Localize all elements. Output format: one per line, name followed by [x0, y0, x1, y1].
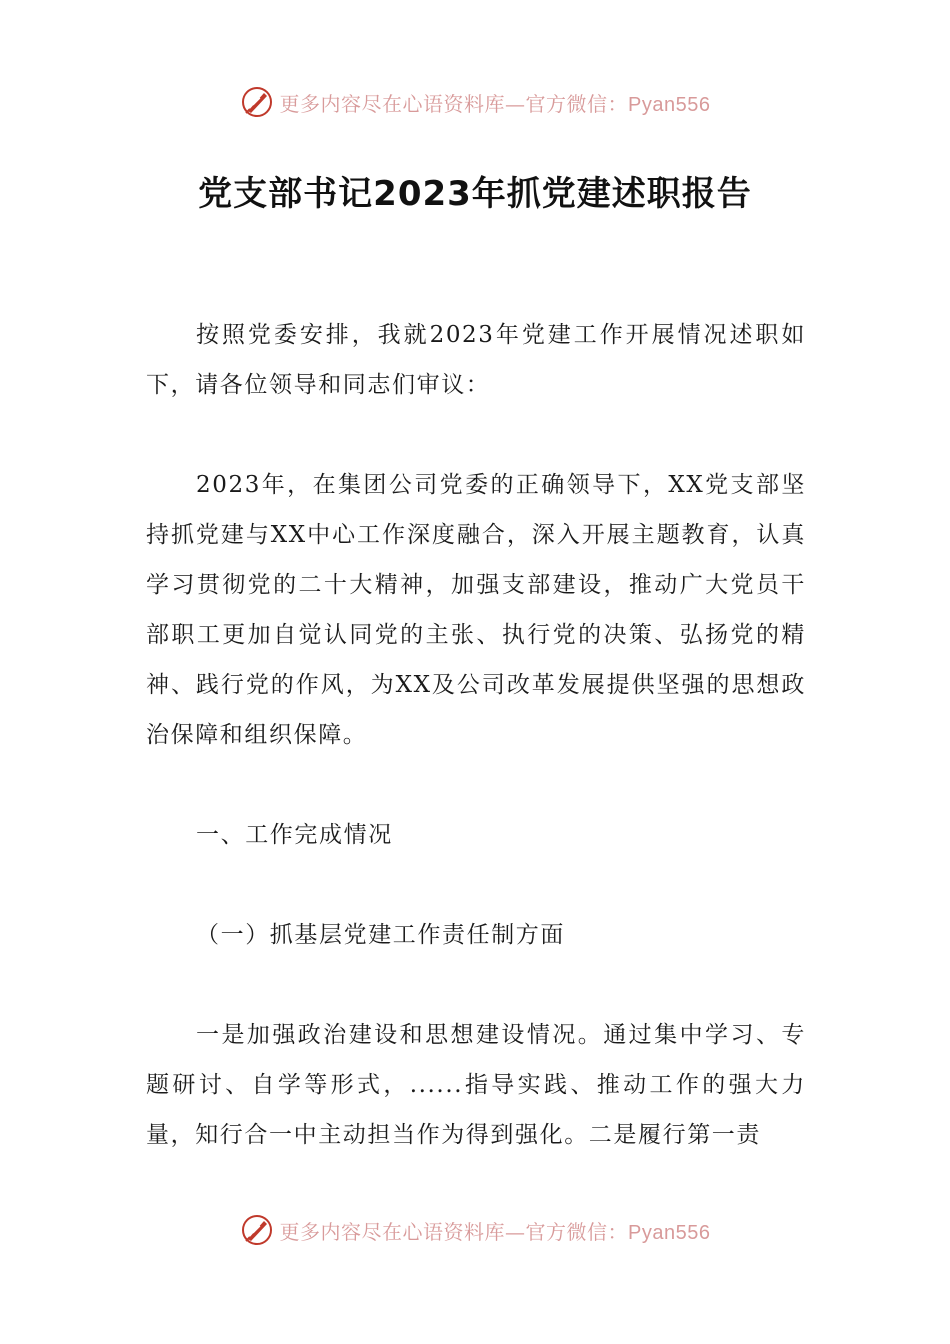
wechat-id: Pyan556	[628, 1221, 711, 1244]
section-heading: 一、工作完成情况	[196, 822, 393, 848]
pen-feather-logo-icon	[240, 1213, 274, 1247]
subsection-heading: （一）抓基层党建工作责任制方面	[196, 922, 565, 948]
wechat-id: Pyan556	[628, 93, 711, 116]
summary-paragraph: 2023年，在集团公司党委的正确领导下，XX党支部坚持抓党建与XX中心工作深度融合，深入开展主题教育，认真学习贯彻党的二十大精神，加强支部建设，推动广大党员干部职工更加自觉认同党的主张、执行党的决策、弘扬党的精神、践行党的作风，为XX及公司改革发展提供坚强的思想政治保障和组织保障。	[146, 472, 806, 748]
pen-feather-logo-icon	[240, 85, 274, 119]
document-body	[146, 310, 806, 1210]
document-title: 党支部书记2023年抓党建述职报告	[198, 174, 752, 214]
header-watermark-text: 更多内容尽在心语资料库—官方微信：Pyan556	[279, 91, 711, 116]
header-watermark-banner	[0, 82, 950, 122]
footer-watermark-banner	[0, 1210, 950, 1250]
intro-paragraph: 按照党委安排，我就2023年党建工作开展情况述职如下，请各位领导和同志们审议：	[146, 322, 806, 398]
footer-watermark-text: 更多内容尽在心语资料库—官方微信：Pyan556	[279, 1219, 711, 1244]
body-paragraph: 一是加强政治建设和思想建设情况。通过集中学习、专题研讨、自学等形式，......指导实践、推动工作的强大力量，知行合一中主动担当作为得到强化。二是履行第一责	[146, 1022, 806, 1148]
